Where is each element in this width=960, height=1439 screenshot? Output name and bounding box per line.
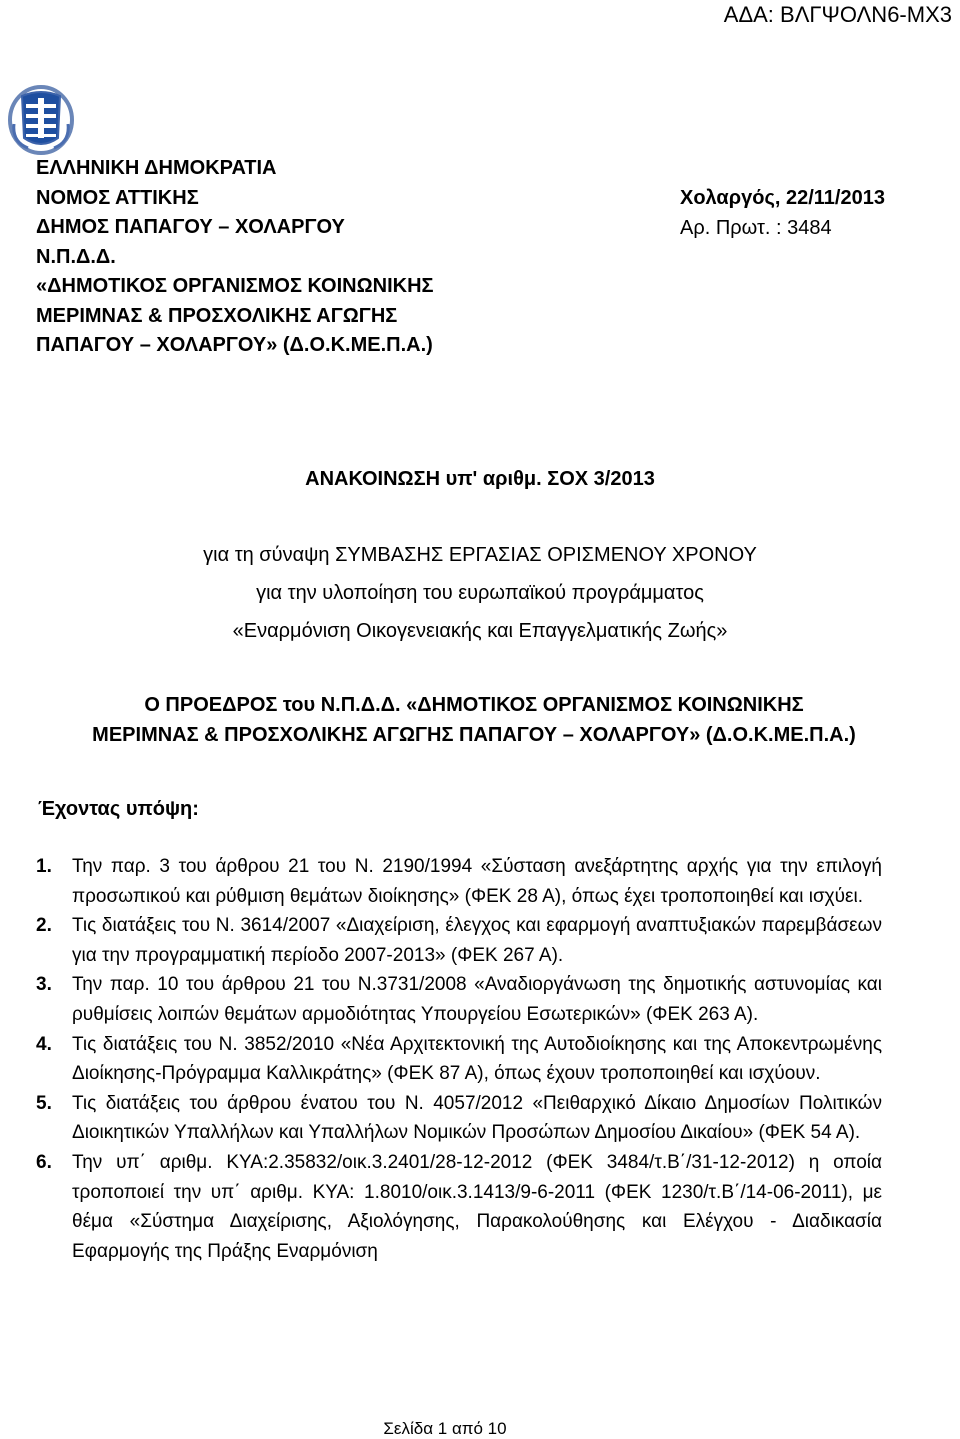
item-number: 5. xyxy=(36,1092,52,1114)
issuing-authority-block xyxy=(36,154,434,361)
subtitle-line: για την υλοποίηση του ευρωπαϊκού προγράμματος xyxy=(256,582,704,604)
place-date: Χολαργός, 22/11/2013 xyxy=(680,187,885,209)
authority-line: «ΔΗΜΟΤΙΚΟΣ ΟΡΓΑΝΙΣΜΟΣ ΚΟΙΝΩΝΙΚΗΣ xyxy=(36,275,434,297)
list-item xyxy=(36,911,882,970)
item-text: Την παρ. 3 του άρθρου 21 του Ν. 2190/1994 «Σύσταση ανεξάρτητης αρχής για την επιλογή προσωπικού και ρύθμιση θεμάτων διοίκησης» (ΦΕΚ 28 Α), όπως έχει τροποποιηθεί και ισχύει. xyxy=(72,856,882,907)
subtitle-line: για τη σύναψη ΣΥΜΒΑΣΗΣ ΕΡΓΑΣΙΑΣ ΟΡΙΣΜΕΝΟΥ ΧΡΟΝΟΥ xyxy=(203,544,757,566)
item-text: Τις διατάξεις του Ν. 3852/2010 «Νέα Αρχιτεκτονική της Αυτοδιοίκησης και της Αποκεντρωμένης Διοίκησης-Πρόγραμμα Καλλικράτης» (ΦΕΚ 87 Α), όπως έχουν τροποποιηθεί και ισχύουν. xyxy=(72,1033,882,1085)
hellenic-republic-emblem-icon xyxy=(6,84,76,156)
authority-line: ΔΗΜΟΣ ΠΑΠΑΓΟΥ – ΧΟΛΑΡΓΟΥ xyxy=(36,216,345,238)
list-item xyxy=(36,1030,882,1089)
announcement-title: ΑΝΑΚΟΙΝΩΣΗ υπ' αριθμ. ΣΟΧ 3/2013 xyxy=(305,468,655,490)
item-number: 6. xyxy=(36,1151,52,1173)
issuer-line: ΜΕΡΙΜΝΑΣ & ΠΡΟΣΧΟΛΙΚΗΣ ΑΓΩΓΗΣ ΠΑΠΑΓΟΥ – ΧΟΛΑΡΓΟΥ» (Δ.Ο.Κ.ΜΕ.Π.Α.) xyxy=(92,724,856,746)
item-number: 4. xyxy=(36,1033,52,1055)
authority-line: ΕΛΛΗΝΙΚΗ ΔΗΜΟΚΡΑΤΙΑ xyxy=(36,157,277,179)
issuer-block xyxy=(24,690,924,750)
list-item xyxy=(36,1148,882,1266)
item-text: Την υπ΄ αριθμ. ΚΥΑ:2.35832/οικ.3.2401/28-12-2012 (ΦΕΚ 3484/τ.Β΄/31-12-2012) η οποία τροποποιεί την υπ΄ αριθμ. ΚΥΑ: 1.8010/οικ.3.1413/9-6-2011 (ΦΕΚ 1230/τ.Β΄/14-06-2011), με θέμα «Σύστημα Διαχείρισης, Αξιολόγησης, Παρακολούθησης και Ελέγχου - Διαδικασία Εφαρμογής της Πράξης Εναρμόνιση xyxy=(72,1151,882,1262)
having-regard-heading: Έχοντας υπόψη: xyxy=(38,798,199,820)
authority-line: Ν.Π.Δ.Δ. xyxy=(36,245,116,268)
protocol-number: Αρ. Πρωτ. : 3484 xyxy=(680,216,832,239)
authority-line: ΝΟΜΟΣ ΑΤΤΙΚΗΣ xyxy=(36,186,199,209)
issuer-line: Ο ΠΡΟΕΔΡΟΣ του Ν.Π.Δ.Δ. «ΔΗΜΟΤΙΚΟΣ ΟΡΓΑΝΙΣΜΟΣ ΚΟΙΝΩΝΙΚΗΣ xyxy=(144,694,804,716)
list-item xyxy=(36,1089,882,1148)
authority-line: ΜΕΡΙΜΝΑΣ & ΠΡΟΣΧΟΛΙΚΗΣ ΑΓΩΓΗΣ xyxy=(36,304,398,327)
page-number-footer: Σελίδα 1 από 10 xyxy=(383,1419,507,1438)
item-text: Τις διατάξεις του Ν. 3614/2007 «Διαχείριση, έλεγχος και εφαρμογή αναπτυξιακών παρεμβάσεων για την προγραμματική περίοδο 2007-2013» (ΦΕΚ 267 Α). xyxy=(72,915,882,966)
date-protocol-block xyxy=(680,184,885,243)
item-number: 2. xyxy=(36,915,52,937)
authority-line: ΠΑΠΑΓΟΥ – ΧΟΛΑΡΓΟΥ» (Δ.Ο.Κ.ΜΕ.Π.Α.) xyxy=(36,334,433,356)
subtitle-line: «Εναρμόνιση Οικογενειακής και Επαγγελματικής Ζωής» xyxy=(232,620,728,642)
item-text: Τις διατάξεις του άρθρου ένατου του Ν. 4057/2012 «Πειθαρχικό Δίκαιο Δημοσίων Πολιτικών Διοικητικών Υπαλλήλων και Υπαλλήλων Νομικών Προσώπων Δημοσίου Δικαίου» (ΦΕΚ 54 Α). xyxy=(72,1092,882,1144)
item-number: 1. xyxy=(36,856,52,877)
legal-basis-list xyxy=(36,852,882,1266)
list-item xyxy=(36,970,882,1029)
list-item xyxy=(36,852,882,911)
item-number: 3. xyxy=(36,974,52,996)
ada-code: ΑΔΑ: ΒΛΓΨΟΛΝ6-ΜΧ3 xyxy=(723,2,952,27)
item-text: Την παρ. 10 του άρθρου 21 του Ν.3731/2008 «Αναδιοργάνωση της δημοτικής αστυνομίας και ρυθμίσεις λοιπών θεμάτων αρμοδιότητας Υπουργείου Εσωτερικών» (ΦΕΚ 263 Α). xyxy=(72,974,882,1025)
